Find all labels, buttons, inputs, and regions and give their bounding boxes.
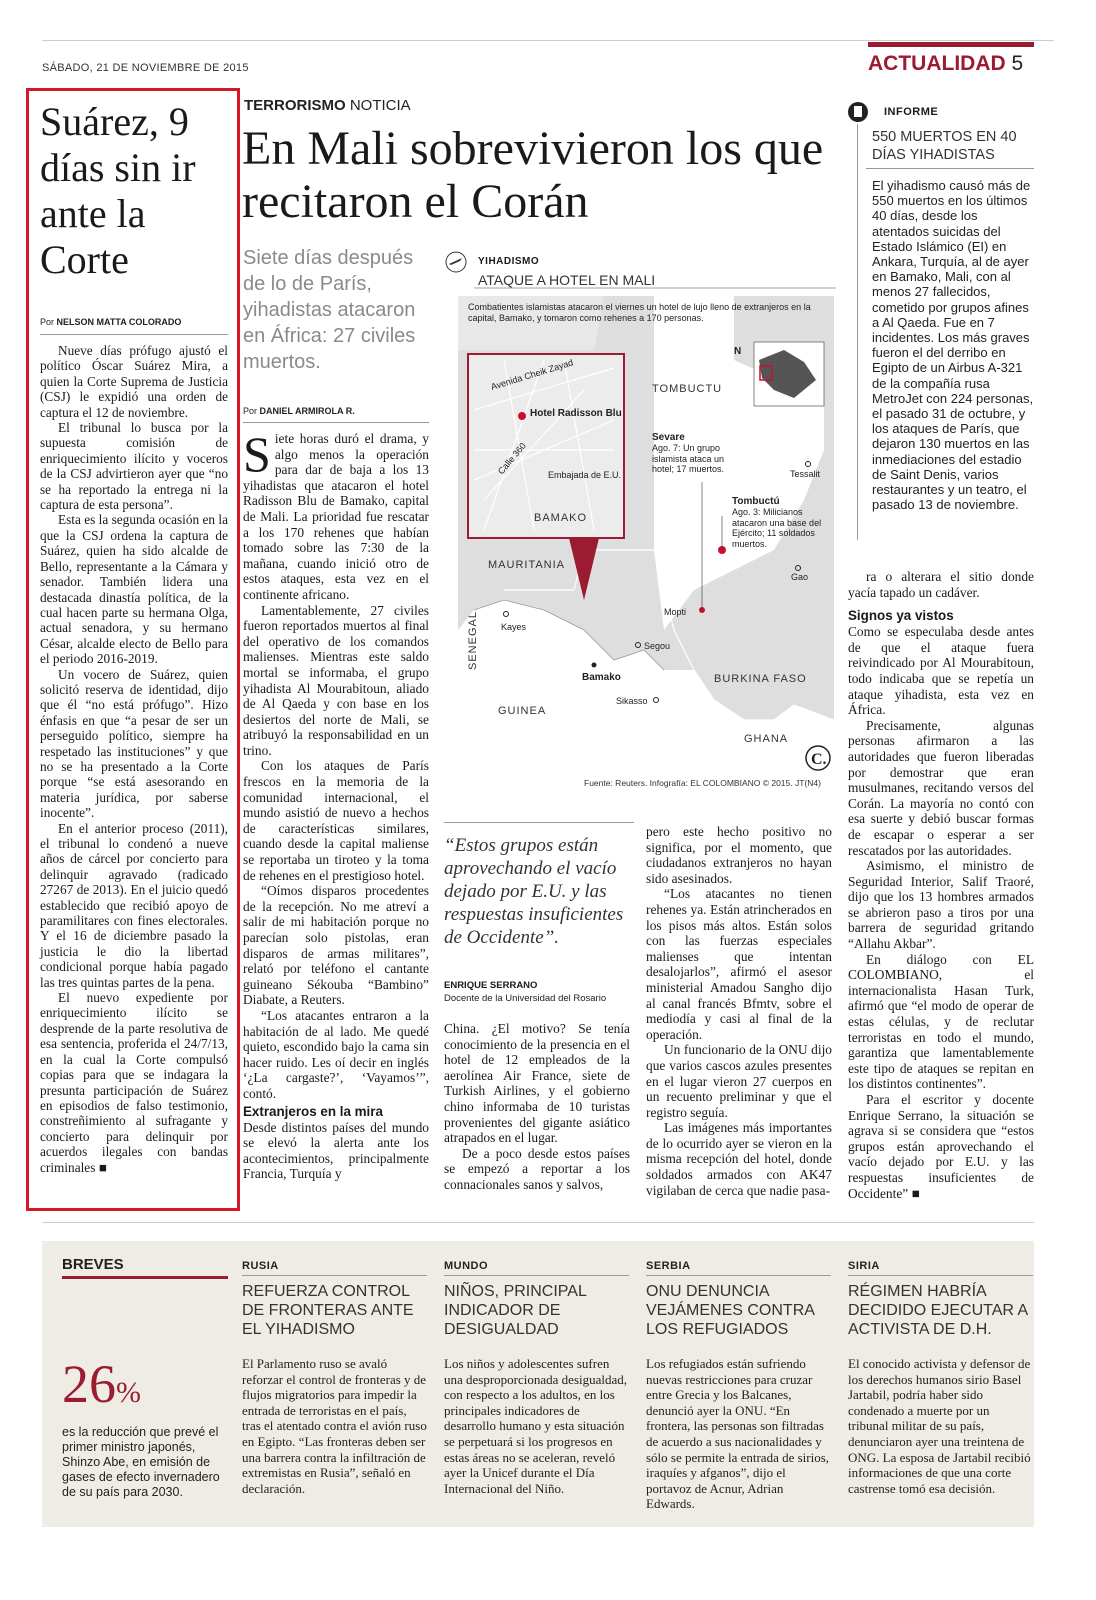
main-headline: En Mali sobrevivieron los que recitaron el Corán	[242, 122, 824, 228]
main-paragraph: Precisamente, algunas personas afirmaron a las autoridades que fueron liberadas por demostrar que eran musulmanes, recitando versos del Corán. La mayoría no contó con esa suerte y debió buscar formas de escapar o esperar a ser rescatados por las autoridades.	[848, 717, 1034, 858]
main-paragraph: De a poco desde estos países se empezó a reportar a los connacionales sanos y salvos,	[444, 1145, 630, 1192]
plane-icon	[446, 252, 466, 272]
byline-author: NELSON MATTA COLORADO	[56, 317, 182, 327]
section-name: ACTUALIDAD	[868, 52, 1006, 75]
main-paragraph: pero este hecho positivo no significa, por el momento, que ciudadanos extranjeros no hayan sido asesinados.	[646, 824, 832, 886]
inset-hotel: Hotel Radisson Blu	[530, 408, 622, 419]
breves-label: BREVES	[62, 1256, 124, 1273]
breve-category: RUSIA	[242, 1260, 427, 1276]
hotel-marker	[518, 412, 526, 420]
main-paragraph: Desde distintos países del mundo se elevó la alerta ante los acontecimientos, principalmente Francia, Turquía y	[243, 1119, 429, 1182]
event-sevare-text: Ago. 7: Un grupo islamista ataca un hotel; 17 muertos.	[652, 443, 725, 474]
informe-title: 550 MUERTOS EN 40 DÍAS YIHADISTAS	[872, 129, 1017, 163]
main-first-paragraph: iete horas duró el drama, y algo menos la operación para dar de baja a los 13 yihadistas que atacaron el hotel Radisson Blu de Bamako, capital de Mali. La prioridad fue rescatar a los 170 rehenes que habían tomado sobre las 7:30 de la mañana, cuando inició otro de estos ataques, esta vez en el continente africano.	[243, 431, 429, 602]
main-column-3	[646, 824, 832, 1198]
subhead-extranjeros: Extranjeros en la mira	[243, 1103, 383, 1119]
document-icon	[848, 102, 868, 122]
breve-title: ONU DENUNCIA VEJÁMENES CONTRA LOS REFUGIADOS	[646, 1283, 815, 1338]
main-column-1	[243, 426, 429, 1182]
country-mauritania: MAURITANIA	[488, 559, 566, 571]
quote-author: ENRIQUE SERRANO	[444, 980, 538, 991]
breve-text: Los niños y adolescentes sufren una desproporcionada desigualdad, con respecto a los adultos, en los principales indicadores de desarrollo humano y esta situación se perpetuará si los progresos en estas áreas no se aceleran, reveló ayer la Unicef durante el Día Internacional del Niño.	[444, 1356, 628, 1496]
main-column-2	[444, 1021, 630, 1193]
left-paragraph: Esta es la segunda ocasión en la que la CSJ ordena la captura de Suárez, quien ha sido alcalde de Bello, representante a la Cámara y senador. También lidera una destacada dinastía política, de la cual hacen parte su hermana Olga, actual senadora, y su hermano César, alcalde electo de Bello para el periodo 2016-2019.	[40, 512, 228, 667]
country-senegal: SENEGAL	[467, 611, 479, 670]
informe-text: El yihadismo causó más de 550 muertos en los últimos 40 días, desde los atentados suicidas del Estado Islámico (EI) en Ankara, Turquía, al de ayer en Bamako, Mali, con al menos 27 fallecidos, cometido por grupos afines a Al Qaeda. Fue en 7 incidentes. Los más graves fueron el del derribo en Egipto de un Airbus A-321 de la compañía rusa MetroJet con 224 personas, el pasado 31 de octubre, y los ataques de París, que dejaron 130 muertos en las inmediaciones del estadio de Saint Denis, varios restaurantes y un teatro, el pasado 13 de noviembre.	[872, 178, 1034, 513]
infographic-title: ATAQUE A HOTEL EN MALI	[478, 272, 656, 288]
breve-text: El Parlamento ruso se avaló reforzar el control de fronteras y de flujos migratorios para impedir la entrada de terroristas en el país, tras el atentado contra el avión ruso en Egipto. “Las fronteras deben ser una barrera contra la infiltración de extremistas en Rusia”, señaló en declaración.	[242, 1356, 427, 1496]
left-paragraph: Nueve días prófugo ajustó el político Óscar Suárez Mira, a quien la Corte Suprema de Justicia (CSJ) le expidió una orden de captura el 12 de noviembre.	[40, 343, 228, 420]
left-paragraph: El tribunal lo busca por la supuesta comisión de enriquecimiento ilícito y voceros de la CSJ advirtieron ayer que “no se ha reportado la entrega ni la captura de esta persona”.	[40, 420, 228, 513]
stat-number: 26	[62, 1354, 116, 1414]
city-bamako: Bamako	[582, 672, 621, 683]
country-burkina: BURKINA FASO	[714, 673, 807, 685]
breve-title: REFUERZA CONTROL DE FRONTERAS ANTE EL YIHADISMO	[242, 1283, 414, 1338]
main-paragraph: China. ¿El motivo? Se tenía conocimiento de la presencia en el hotel de 12 empleados de la aerolínea Air France, siete de Turkish Airlines, y el gobierno chino informaba de 10 turistas provenientes del gigante asiático atrapados en el lugar.	[444, 1021, 630, 1146]
main-paragraph: Con los ataques de París frescos en la memoria de la comunidad internacional, el mundo asistió de nuevo a hechos de características similares, cuando desde la capital maliense se reportaba un tiroteo y la toma de rehenes en el prestigioso hotel.	[243, 758, 429, 883]
left-article-body	[40, 343, 228, 1175]
main-column-4	[848, 569, 1034, 1201]
breve-title: RÉGIMEN HABRÍA DECIDIDO EJECUTAR A ACTIVISTA DE D.H.	[848, 1283, 1028, 1338]
main-paragraph: “Oímos disparos procedentes de la recepción. No me atreví a salir de mi habitación porque no parecían solo pistolas, eran disparos de armas militares”, relató por teléfono el cantante guineano Sékouba “Bambino” Diabate, a Reuters.	[243, 883, 429, 1008]
left-paragraph: En el anterior proceso (2011), el tribunal lo condenó a nueve años de cárcel por concierto para delinquir agravado (radicado 27267 de 2013). En el juicio quedó establecido que recibió apoyo de paramilitares con fines electorales. Y el 16 de diciembre pasado la justicia le dio la libertad condicional porque había pagado las tres quintas partes de la pena.	[40, 820, 228, 990]
left-article-headline: Suárez, 9 días sin ir ante la Corte	[40, 99, 196, 282]
event-tombuctu-place: Tombuctú	[732, 496, 780, 507]
inset-street2: Calle 360	[495, 440, 528, 477]
infographic-intro: Combatientes islamistas atacaron el viernes un hotel de lujo lleno de extranjeros en la capital, Bamako, y tomaron como rehenes a 170 personas.	[468, 302, 811, 323]
city-segou: Segou	[644, 641, 671, 651]
logo-text: C.	[811, 751, 827, 768]
main-deck: Siete días después de lo de París, yihadistas atacaron en África: 27 civiles muertos.	[243, 247, 416, 373]
breve-siria	[848, 1260, 1033, 1496]
left-paragraph: Un vocero de Suárez, quien solicitó reserva de identidad, dijo que él “no está prófugo”. Hizo énfasis en que “a pesar de ser un perseguido político, siempre ha respetado las instituciones” y que no se ha presentado a la Corte porque “se está asesorando en materia jurídica, por saberse inocente”.	[40, 666, 228, 821]
kicker-light: NOTICIA	[349, 97, 411, 114]
section-accent-bar	[868, 42, 1034, 47]
breve-title: NIÑOS, PRINCIPAL INDICADOR DE DESIGUALDAD	[444, 1283, 587, 1338]
infographic-source: Fuente: Reuters. Infografía: EL COLOMBIANO © 2015. JT(N4)	[584, 778, 821, 788]
main-paragraph: “Los atacantes no tienen rehenes ya. Están atrincherados en los pisos más altos. Están solos con las fuerzas especiales malienses que intentan desalojarlos”, afirmó el asesor ministerial Amadou Sangho dijo al canal francés Bfmtv, sobre el mediodía y casi al final de la operación.	[646, 886, 832, 1042]
stat-figure	[62, 1354, 141, 1414]
subhead-signos: Signos ya vistos	[848, 608, 954, 624]
region-tombuctu: TOMBUCTU	[652, 383, 723, 395]
inset-street1: Avenida Cheik Zayad	[489, 357, 575, 392]
informe-label: INFORME	[884, 106, 939, 118]
left-article-byline	[40, 317, 181, 327]
main-paragraph: Para el escritor y docente Enrique Serrano, la situación se agrava si se considera que “estos grupos están aprovechando el vacío dejado por E.U. y las respuestas insuficientes de Occidente” ■	[848, 1092, 1034, 1201]
city-gao: Gao	[791, 572, 809, 582]
main-paragraph: ra o alterara el sitio donde yacía tapado un cadáver.	[848, 569, 1034, 600]
pull-quote: “Estos grupos están aprovechando el vacío dejado por E.U. y las respuestas insuficientes de Occidente”.	[444, 835, 624, 948]
main-paragraph: “Los atacantes entraron a la habitación de al lado. Me quedé quieto, escondido bajo la cama sin hacer ruido. Les oí decir en inglés ‘¿La cargaste?’, ‘Vayamos’”, contó.	[243, 1007, 429, 1101]
header-date: SÁBADO, 21 DE NOVIEMBRE DE 2015	[42, 62, 249, 74]
stat-unit: %	[116, 1376, 141, 1409]
left-paragraph: El nuevo expediente por enriquecimiento ilícito se desprende de la parte resolutiva de esa sentencia, proferida el 24/7/13, en la cual la Corte compulsó copias para que se indagara la presunta participación de Suárez en episodios de falso testimonio, constreñimiento al sufragante y concierto para delinquir por acuerdos ilegales con bandas criminales ■	[40, 990, 228, 1175]
breve-rusia	[242, 1260, 427, 1496]
infographic	[444, 250, 836, 805]
byline-prefix: Por	[243, 406, 258, 416]
main-paragraph: Lamentablemente, 27 civiles fueron reportados muertos al final del operativo de los comandos malienses. Mientras este saldo mortal se informaba, el grupo yihadista Al Mourabitoun, aliado de Al Qaeda y con base en los desiertos del norte de Mali, se atribuyó la responsabilidad en un trino.	[243, 602, 429, 758]
main-paragraph: Un funcionario de la ONU dijo que varios cascos azules presentes en el lugar vieron 27 cuerpos en un recuento preliminar y que el registro seguía.	[646, 1042, 832, 1120]
main-paragraph: Como se especulaba desde antes de que el ataque fuera reivindicado por Al Mourabitoun, todo indicaba que se repetía un ataque yihadista, esta vez en África.	[848, 624, 1034, 718]
section-label	[868, 52, 1023, 76]
event-tombuctu-text: Ago. 3: Milicianos atacaron una base del Ejército; 11 soldados muertos.	[732, 507, 822, 549]
country-ghana: GHANA	[744, 733, 789, 745]
inset-city: BAMAKO	[534, 512, 588, 524]
byline-prefix: Por	[40, 317, 55, 327]
city-mopti: Mopti	[664, 607, 687, 617]
city-sikasso: Sikasso	[616, 696, 648, 706]
breve-category: MUNDO	[444, 1260, 629, 1276]
city-tessalit: Tessalit	[790, 469, 821, 479]
page-number: 5	[1011, 52, 1024, 75]
breve-category: SERBIA	[646, 1260, 831, 1276]
event-sevare-place: Sevare	[652, 432, 685, 443]
breve-text: El conocido activista y defensor de los derechos humanos sirio Basel Jartabil, podría haber sido condenado a muerte por un tribunal militar de su país, denunciaron ayer una treintena de ONG. La esposa de Jartabil recibió informaciones de que una corte castrense tomó esa decisión.	[848, 1356, 1031, 1496]
kicker-bold: TERRORISMO	[244, 97, 346, 114]
main-paragraph: Las imágenes más importantes de lo ocurrido ayer se vieron en la misma recepción del hotel, donde soldados armados con AK47 vigilaban de cerca que nadie pasa-	[646, 1120, 832, 1198]
breve-mundo	[444, 1260, 629, 1496]
city-kayes: Kayes	[501, 622, 527, 632]
breve-category: SIRIA	[848, 1260, 1033, 1276]
north-indicator: N	[734, 346, 742, 357]
inset-embassy: Embajada de E.U.	[548, 470, 622, 480]
country-guinea: GUINEA	[498, 705, 547, 717]
byline-author: DANIEL ARMIROLA R.	[259, 406, 355, 416]
breve-serbia	[646, 1260, 831, 1512]
stat-text: es la reducción que prevé el primer ministro japonés, Shinzo Abe, en emisión de gases de efecto invernadero de su país para 2030.	[62, 1425, 220, 1499]
main-byline	[243, 406, 355, 416]
quote-role: Docente de la Universidad del Rosario	[444, 993, 607, 1004]
dropcap: S	[243, 426, 271, 482]
breve-text: Los refugiados están sufriendo nuevas restricciones para cruzar entre Grecia y los Balcanes, denunció ayer la ONU. “En frontera, las personas son filtradas de acuerdo a sus nacionalidades y sólo se permite la entrada de sirios, iraquíes y afganos”, dijo el portavoz de Acnur, Adrian Edwards.	[646, 1356, 830, 1512]
main-paragraph: En diálogo con EL COLOMBIANO, el internacionalista Hasan Turk, afirmó que “el modo de operar de estas células, y de reclutar terroristas en todo el mundo, garantiza que lamentablemente este tipo de ataques se repitan en los distintos continentes”.	[848, 951, 1034, 1092]
main-kicker	[244, 97, 411, 114]
infographic-kicker: YIHADISMO	[478, 256, 540, 267]
main-paragraph: Asimismo, el ministro de Seguridad Interior, Salif Traoré, dijo que los 13 hombres armados se abrieron paso a tiros por una barrera de seguridad gritando “Allahu Akbar”.	[848, 858, 1034, 952]
